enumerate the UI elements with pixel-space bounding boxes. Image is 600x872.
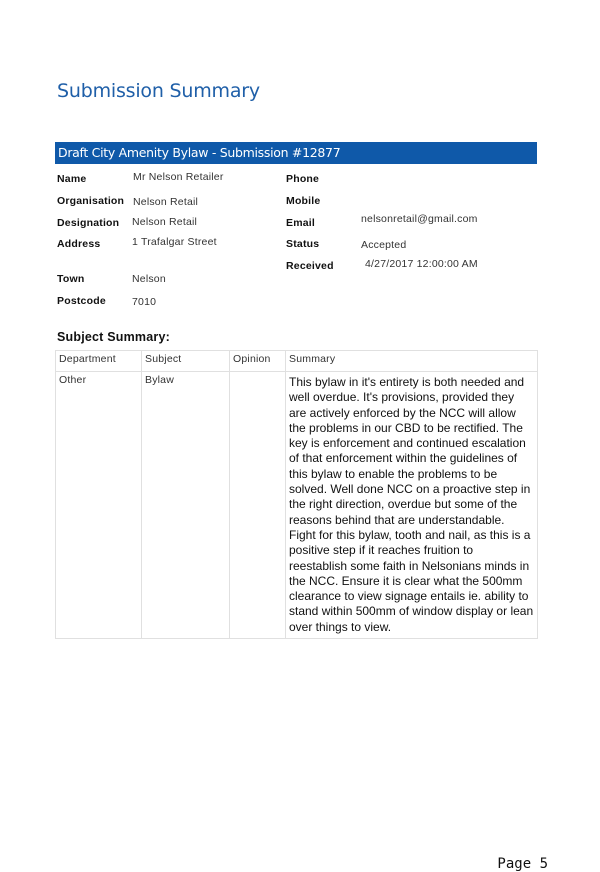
summary-cell: This bylaw in it's entirety is both needed and well overdue. It's provisions, provided they are actively enforced by the NCC will allow the problems in our CBD to be rectified. The key is enforcement and continued escalation of that enforcement within the guidelines of this bylaw to enable the problems to be solved. Well done NCC on a proactive step in the right direction, overdue but some of the reasons behind that are understandable. Fight for this bylaw, tooth and nail, as this is a positive step if it reaches fruition to reestablish some faith in Nelsonians minds in the NCC. Ensure it is clear what the 500mm clearance to view signage entails ie. ability to stand within 500mm of window display or lean over things to view.: [286, 372, 538, 639]
town-value: Nelson: [132, 273, 166, 285]
status-value: Accepted: [361, 239, 407, 251]
address-label: Address: [57, 238, 101, 250]
designation-label: Designation: [57, 217, 120, 229]
subject-cell: Bylaw: [142, 372, 230, 639]
page-number: Page 5: [497, 856, 548, 872]
table-row: [56, 372, 538, 639]
address-value: 1 Trafalgar Street: [132, 236, 217, 248]
postcode-value: 7010: [132, 296, 157, 308]
organisation-value: Nelson Retail: [133, 196, 199, 208]
name-value: Mr Nelson Retailer: [133, 171, 224, 183]
postcode-label: Postcode: [57, 295, 106, 307]
submission-banner: Draft City Amenity Bylaw - Submission #12877: [55, 142, 537, 164]
received-value: 4/27/2017 12:00:00 AM: [365, 258, 478, 270]
status-label: Status: [286, 238, 320, 250]
phone-label: Phone: [286, 173, 320, 185]
email-label: Email: [286, 217, 316, 229]
column-header-subject: Subject: [142, 351, 230, 372]
table-header-row: [56, 351, 538, 372]
page-title: Submission Summary: [57, 80, 260, 102]
subject-summary-table: [55, 350, 538, 639]
column-header-department: Department: [56, 351, 142, 372]
name-label: Name: [57, 173, 87, 185]
designation-value: Nelson Retail: [132, 216, 198, 228]
column-header-opinion: Opinion: [230, 351, 286, 372]
opinion-cell: [230, 372, 286, 639]
organisation-label: Organisation: [57, 195, 125, 207]
mobile-label: Mobile: [286, 195, 321, 207]
received-label: Received: [286, 260, 334, 272]
email-value: nelsonretail@gmail.com: [361, 213, 478, 225]
subject-summary-heading: Subject Summary:: [57, 330, 170, 344]
department-cell: Other: [56, 372, 142, 639]
town-label: Town: [57, 273, 85, 285]
column-header-summary: Summary: [286, 351, 538, 372]
